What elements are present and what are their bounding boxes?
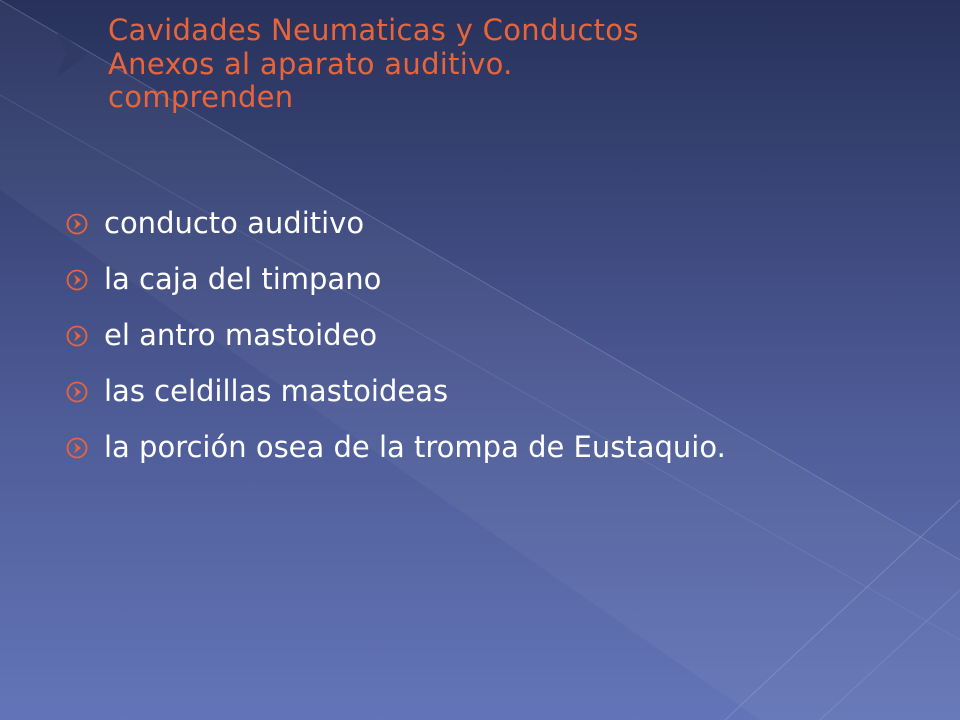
- bullet-item: [66, 262, 886, 297]
- title-line: Anexos al aparato auditivo.: [108, 46, 513, 81]
- bullet-item: [66, 374, 886, 409]
- circled-chevron-right-icon: [66, 206, 104, 241]
- chevron-right-icon[interactable]: [52, 28, 92, 80]
- bullet-item: [66, 206, 886, 241]
- bullet-item: [66, 430, 886, 465]
- bullet-text: conducto auditivo: [104, 206, 365, 240]
- circled-chevron-right-icon: [66, 318, 104, 353]
- slide-title: [108, 14, 908, 115]
- bullet-text: las celdillas mastoideas: [104, 374, 449, 409]
- bullet-list: [66, 206, 886, 486]
- bullet-text: la caja del timpano: [104, 262, 382, 297]
- circled-chevron-right-icon: [66, 374, 104, 409]
- bullet-text: la porción osea de la trompa de Eustaquio.: [104, 430, 726, 465]
- title-line: comprenden: [108, 80, 294, 115]
- bullet-text: el antro mastoideo: [104, 318, 378, 353]
- circled-chevron-right-icon: [66, 430, 104, 465]
- circled-chevron-right-icon: [66, 262, 104, 297]
- bullet-item: [66, 318, 886, 353]
- title-line: Cavidades Neumaticas y Conductos: [108, 13, 639, 47]
